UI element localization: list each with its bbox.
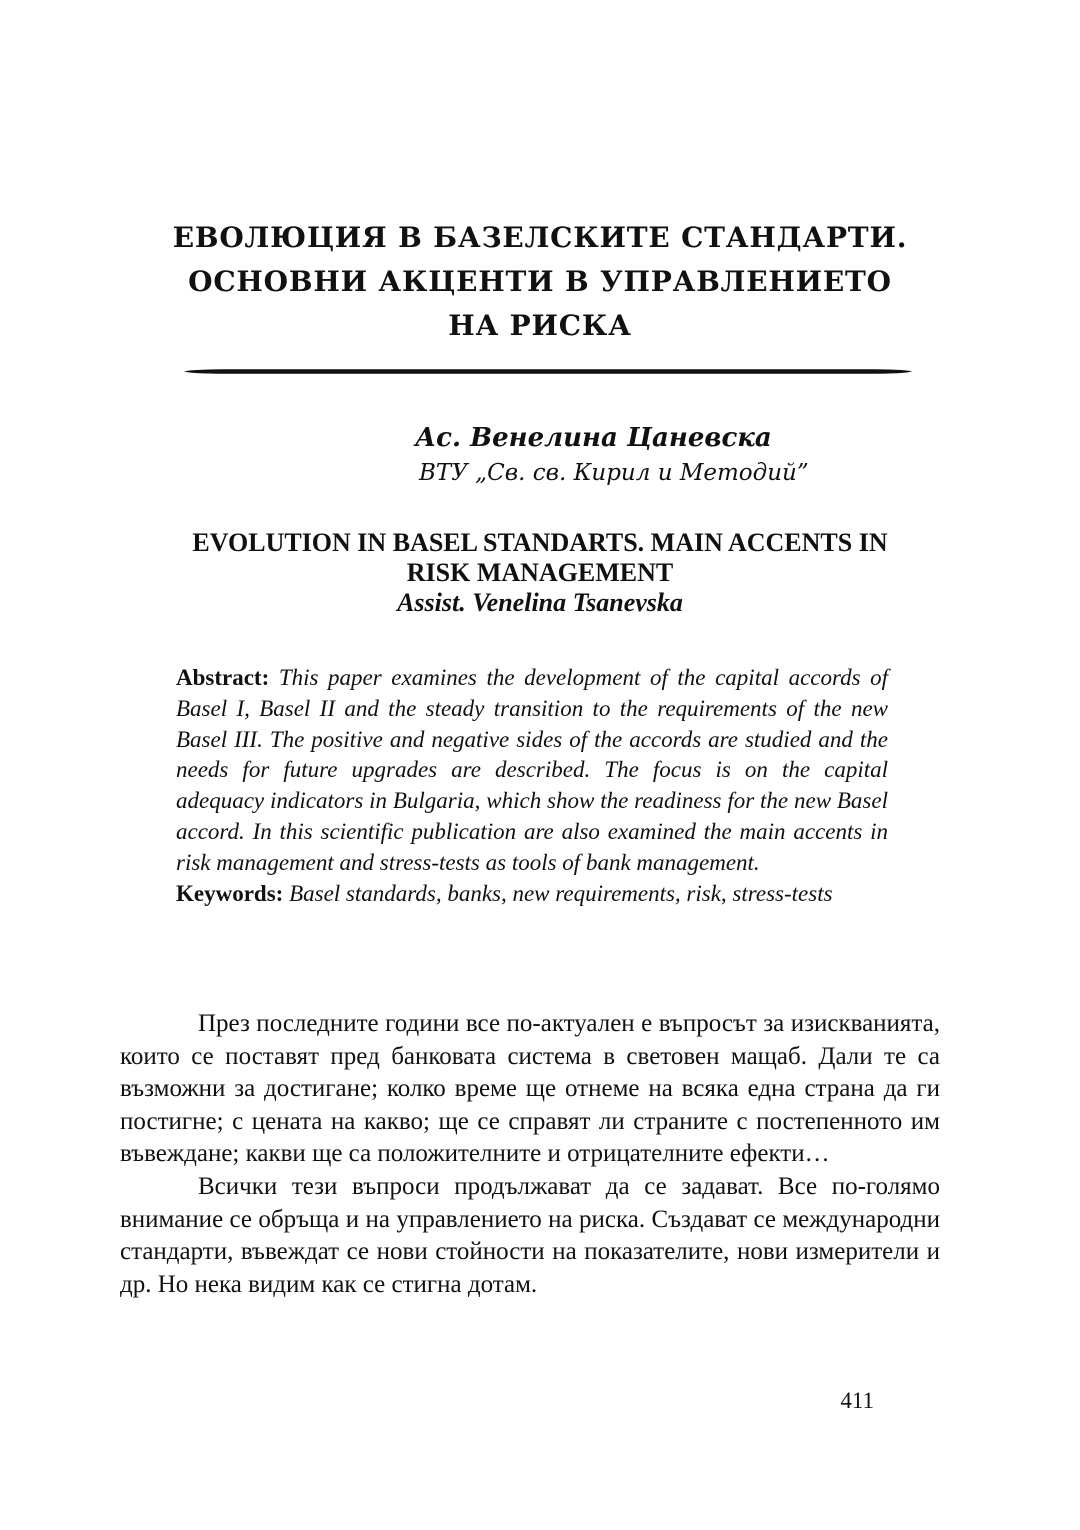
body-text	[120, 1008, 940, 1301]
author-block	[415, 420, 975, 490]
english-title-block	[120, 528, 960, 618]
body-paragraph-1: През последните години все по-актуален е въпросът за изискванията, които се поставят пред банковата система в световен мащаб. Дали те са възможни за достигане; колко време ще отнеме на всяка една страна да ги постигне; с цената на какво; ще се справят ли страните с постепенното им въвеждане; какви ще са положителните и отрицателните ефекти…	[120, 1010, 940, 1168]
page-number: 411	[840, 1388, 874, 1413]
keywords-label: Keywords:	[176, 880, 284, 906]
keywords-text: Basel standards, banks, new requirements, risk, stress-tests	[289, 880, 833, 906]
author-name: Ас. Венелина Цаневска	[415, 423, 772, 453]
author-affiliation: ВТУ „Св. св. Кирил и Методий”	[419, 460, 809, 486]
title-line-3: НА РИСКА	[448, 309, 632, 342]
body-paragraph-2: Всички тези въпроси продължават да се задават. Все по-голямо внимание се обръща и на управлението на риска. Създават се международни стандарти, въвеждат се нови стойности на показателите, нови измерители и др. Но нека видим как се стигна дотам.	[120, 1172, 940, 1298]
english-author: Assist. Venelina Tsanevska	[397, 588, 683, 617]
title-line-1: ЕВОЛЮЦИЯ В БАЗЕЛСКИТЕ СТАНДАРТИ.	[172, 221, 908, 254]
english-title-line-2: RISK MANAGEMENT	[406, 558, 674, 587]
abstract-text: This paper examines the development of the capital accords of Basel I, Basel II and the steady transition to the requirements of the new Basel III. The positive and negative sides of the accords are studied and the needs for future upgrades are described. The focus is on the capital adequacy indicators in Bulgaria, which show the readiness for the new Basel accord. In this scientific publication are also examined the main accents in risk management and stress-tests as tools of bank management.	[176, 665, 889, 875]
abstract	[176, 663, 888, 909]
paper-title	[120, 216, 960, 348]
english-title-line-1: EVOLUTION IN BASEL STANDARTS. MAIN ACCENTS IN	[192, 528, 888, 557]
title-line-2: ОСНОВНИ АКЦЕНТИ В УПРАВЛЕНИЕТО	[188, 265, 892, 298]
title-divider	[184, 368, 912, 375]
abstract-label: Abstract:	[176, 665, 270, 690]
